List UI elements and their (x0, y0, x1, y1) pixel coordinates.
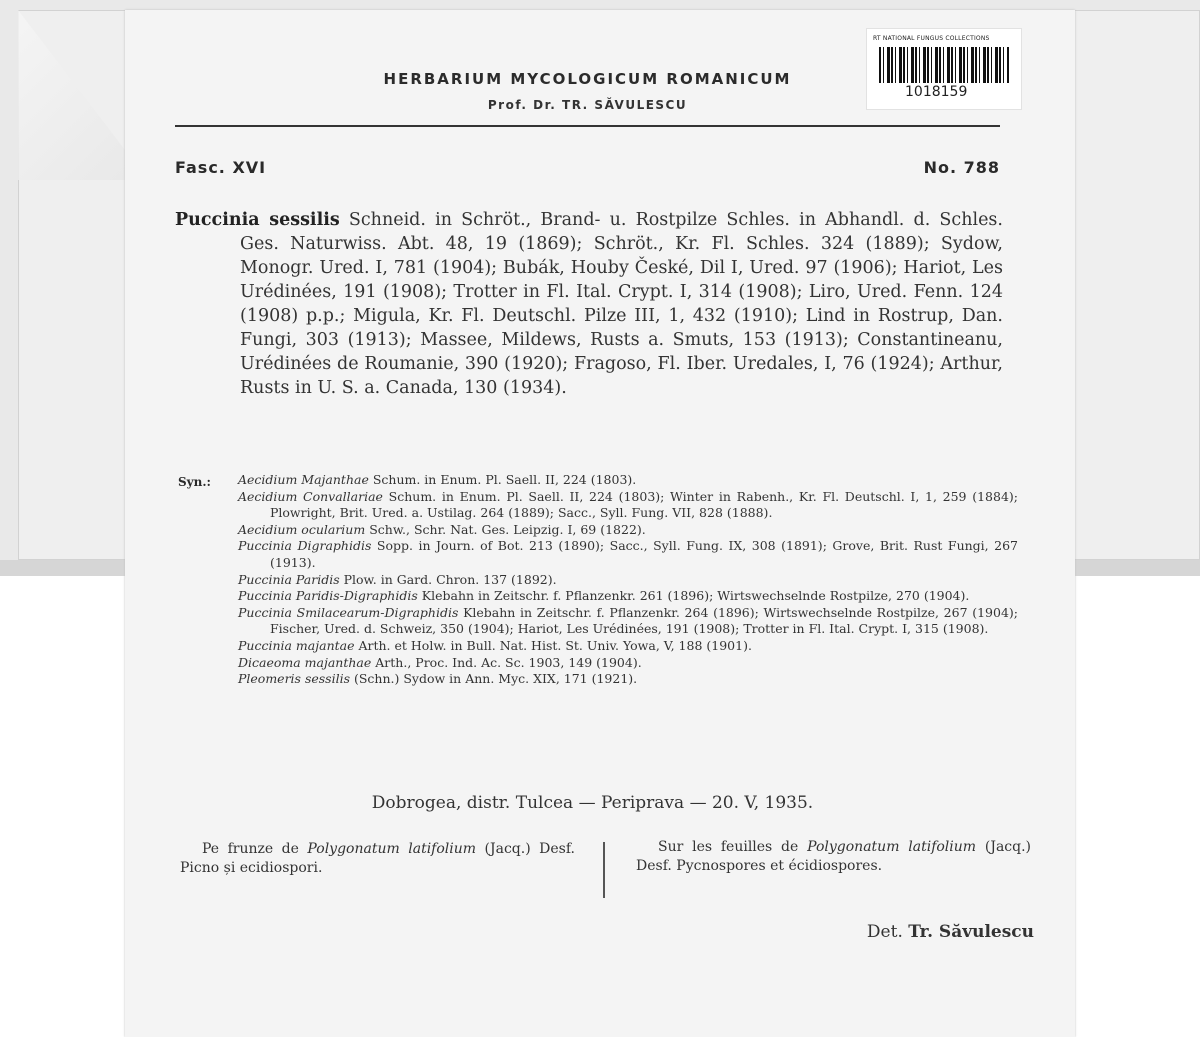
synonym-entry: Puccinia Paridis-Digraphidis Klebahn in Zeitschr. f. Pflanzenkr. 261 (1896); Wirtswechselnde Rostpilze, 270 (1904). (238, 588, 970, 604)
column-divider (603, 842, 605, 898)
host-french: Sur les feuilles de Polygonatum latifolium (Jacq.) Desf. Pycnospores et écidiospores. (636, 839, 1032, 874)
synonym-entry: Puccinia Digraphidis Sopp. in Journ. of Bot. 213 (1890); Sacc., Syll. Fung. IX, 308 (1891); Grove, Brit. Rust Fungi, 267 (1913). (238, 538, 1018, 570)
synonym-list (238, 472, 1018, 688)
header-rule (175, 125, 1000, 127)
citation-text: Schneid. in Schröt., Brand- u. Rostpilze Schles. in Abhandl. d. Schles. Ges. Naturwiss. Abt. 48, 19 (1869); Schröt., Kr. Fl. Schles. 324 (1889); Sydow, Monogr. Ured. I, 781 (1904); Bubák, Houby České, Dil I, Ured. 97 (1906); Hariot, Les Urédinées, 191 (1908); Trotter in Fl. Ital. Crypt. I, 314 (1908); Liro, Ured. Fenn. 124 (1908) p.p.; Migula, Kr. Fl. Deutschl. Pilze III, 1, 432 (1910); Lind in Rostrup, Dan. Fungi, 303 (1913); Massee, Mildews, Rusts a. Smuts, 153 (1913); Constantineanu, Urédinées de Roumanie, 390 (1920); Fragoso, Fl. Iber. Uredales, I, 76 (1924); Arthur, Rusts in U. S. a. Canada, 130 (1934). (240, 210, 1003, 398)
synonym-entry: Aecidium ocularium Schw., Schr. Nat. Ges. Leipzig. I, 69 (1822). (238, 521, 646, 537)
species-citation (175, 208, 1003, 400)
collection-locality: Dobrogea, distr. Tulcea — Periprava — 20. V, 1935. (371, 793, 814, 813)
barcode-caption: RT NATIONAL FUNGUS COLLECTIONS (873, 35, 990, 42)
fascicle-number: Fasc. XVI (175, 158, 267, 177)
synonym-entry: Aecidium Majanthae Schum. in Enum. Pl. Saell. II, 224 (1803). (238, 472, 637, 487)
synonyms-label: Syn.: (178, 475, 211, 489)
synonym-entry: Aecidium Convallariae Schum. in Enum. Pl. Saell. II, 224 (1803); Winter in Rabenh., Kr. Fl. Deutschl. I, 1, 259 (1884); Plowright, Brit. Ured. a. Ustilag. 264 (1889); Sacc., Syll. Fung. VII, 828 (1888). (238, 488, 1018, 521)
synonym-entry: Dicaeoma majanthae Arth., Proc. Ind. Ac. Sc. 1903, 149 (1904). (238, 654, 642, 670)
determiner: Det. Tr. Săvulescu (866, 922, 1034, 942)
herbarium-subtitle: Prof. Dr. TR. SĂVULESCU (487, 98, 688, 112)
synonym-entry: Pleomeris sessilis (Schn.) Sydow in Ann. Myc. XIX, 171 (1921). (238, 671, 638, 687)
synonym-entry: Puccinia Paridis Plow. in Gard. Chron. 137 (1892). (238, 571, 557, 587)
barcode-number: 1018159 (905, 84, 968, 100)
species-name: Puccinia sessilis (175, 210, 340, 230)
synonym-entry: Puccinia majantae Arth. et Holw. in Bull. Nat. Hist. St. Univ. Yowa, V, 188 (1901). (238, 637, 752, 653)
host-romanian: Pe frunze de Polygonatum latifolium (Jacq.) Desf. Picno și ecidiospori. (180, 841, 575, 876)
synonym-entry: Puccinia Smilacearum-Digraphidis Klebahn in Zeitschr. f. Pflanzenkr. 264 (1896); Wirtswechselnde Rostpilze, 267 (1904); Fischer, Ured. d. Schweiz, 350 (1904); Hariot, Les Urédinées, 191 (1908); Trotter in Fl. Ital. Crypt. I, 315 (1908). (238, 604, 1018, 637)
herbarium-title: HERBARIUM MYCOLOGICUM ROMANICUM (383, 70, 792, 88)
specimen-number: No. 788 (923, 158, 1000, 177)
